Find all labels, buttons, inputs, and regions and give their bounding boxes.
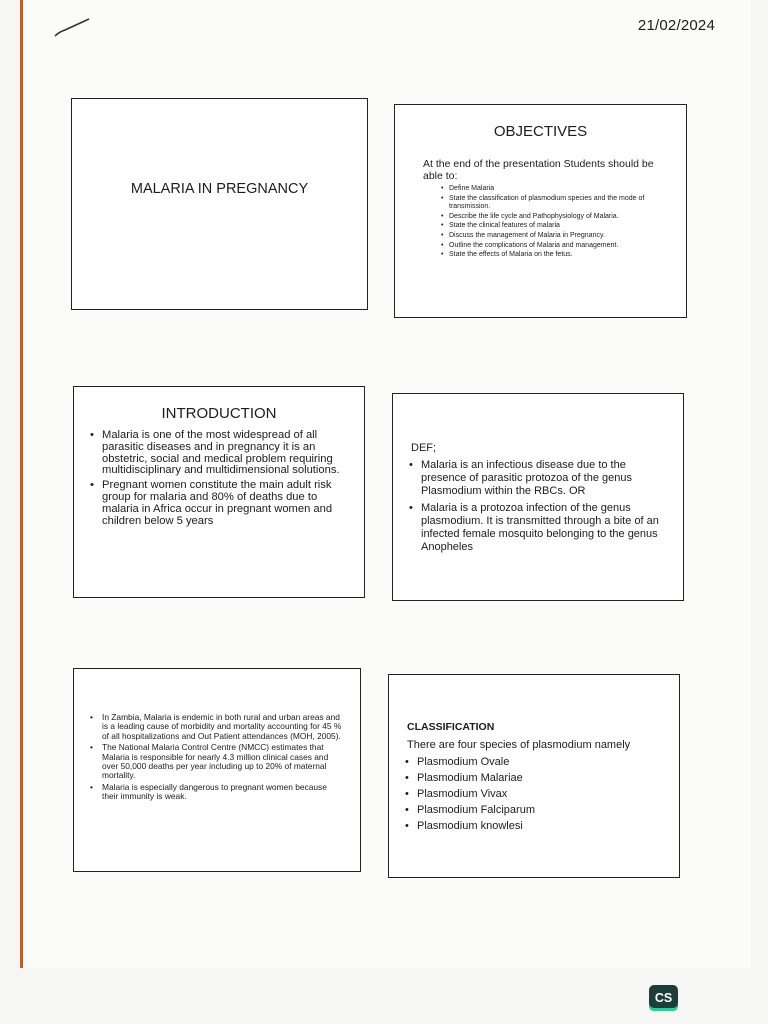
list-item: • Plasmodium Ovale bbox=[403, 754, 665, 770]
objectives-heading: OBJECTIVES bbox=[493, 123, 588, 140]
list-item: • Outline the complications of Malaria and management. bbox=[443, 242, 680, 251]
classification-title: CLASSIFICATION bbox=[407, 721, 495, 733]
list-item: • Discuss the management of Malaria in Pregnancy. bbox=[443, 232, 680, 241]
list-item: • Plasmodium knowlesi bbox=[403, 818, 665, 834]
slide-objectives bbox=[394, 104, 687, 318]
list-item: • Malaria is a protozoa infection of the genus plasmodium. It is transmitted through a bite of an infected female mosquito belonging to the genus Anopheles bbox=[407, 502, 665, 554]
classification-list bbox=[403, 754, 665, 834]
list-item: • Pregnant women constitute the main adult risk group for malaria and 80% of deaths due to malaria in Africa occur in pregnant women and children below 5 years bbox=[88, 480, 350, 527]
list-item: • State the classification of plasmodium species and the mode of transmission. bbox=[443, 195, 680, 212]
zambia-list bbox=[88, 713, 344, 802]
objectives-list bbox=[443, 185, 680, 260]
list-item: • In Zambia, Malaria is endemic in both rural and urban areas and is a leading cause of morbidity and mortality accounting for 45 % of all hospitalizations and Out Patient attendances (MOH, 2005). bbox=[88, 713, 344, 741]
slide-title-text: MALARIA IN PREGNANCY bbox=[130, 181, 309, 197]
slide-title bbox=[71, 98, 368, 310]
objectives-intro: At the end of the presentation Students should be able to: bbox=[423, 158, 654, 182]
list-item: • Malaria is especially dangerous to pregnant women because their immunity is weak. bbox=[88, 783, 344, 802]
introduction-list bbox=[88, 430, 350, 527]
slide-zambia bbox=[73, 668, 361, 872]
list-item: • The National Malaria Control Centre (NMCC) estimates that Malaria is responsible for nearly 4.3 million clinical cases and over 50,000 deaths per year including up to 20% of maternal mortality. bbox=[88, 743, 344, 781]
list-item: • Plasmodium Vivax bbox=[403, 786, 665, 802]
classification-intro: There are four species of plasmodium namely bbox=[407, 739, 631, 751]
list-item: • State the effects of Malaria on the fetus. bbox=[443, 251, 680, 260]
list-item: • Malaria is an infectious disease due to the presence of parasitic protozoa of the genus Plasmodium within the RBCs. OR bbox=[407, 459, 665, 498]
introduction-heading: INTRODUCTION bbox=[161, 405, 277, 422]
date-label: 21/02/2024 bbox=[637, 17, 715, 34]
list-item: • Describe the life cycle and Pathophysiology of Malaria. bbox=[443, 213, 680, 222]
list-item: • Define Malaria bbox=[443, 185, 680, 194]
list-item: • State the clinical features of malaria bbox=[443, 222, 680, 231]
camscanner-logo: CS bbox=[649, 985, 678, 1011]
slide-introduction bbox=[73, 386, 365, 598]
list-item: • Malaria is one of the most widespread of all parasitic diseases and in pregnancy it is an obstetric, social and medical problem requiring multidisciplinary and multidimensional solutions. bbox=[88, 430, 350, 477]
list-item: • Plasmodium Falciparum bbox=[403, 802, 665, 818]
definition-label: DEF; bbox=[411, 442, 437, 454]
definition-list bbox=[407, 459, 665, 554]
slide-classification bbox=[388, 674, 680, 878]
list-item: • Plasmodium Malariae bbox=[403, 770, 665, 786]
slide-definition bbox=[392, 393, 684, 601]
pen-stroke-mark bbox=[53, 16, 93, 40]
